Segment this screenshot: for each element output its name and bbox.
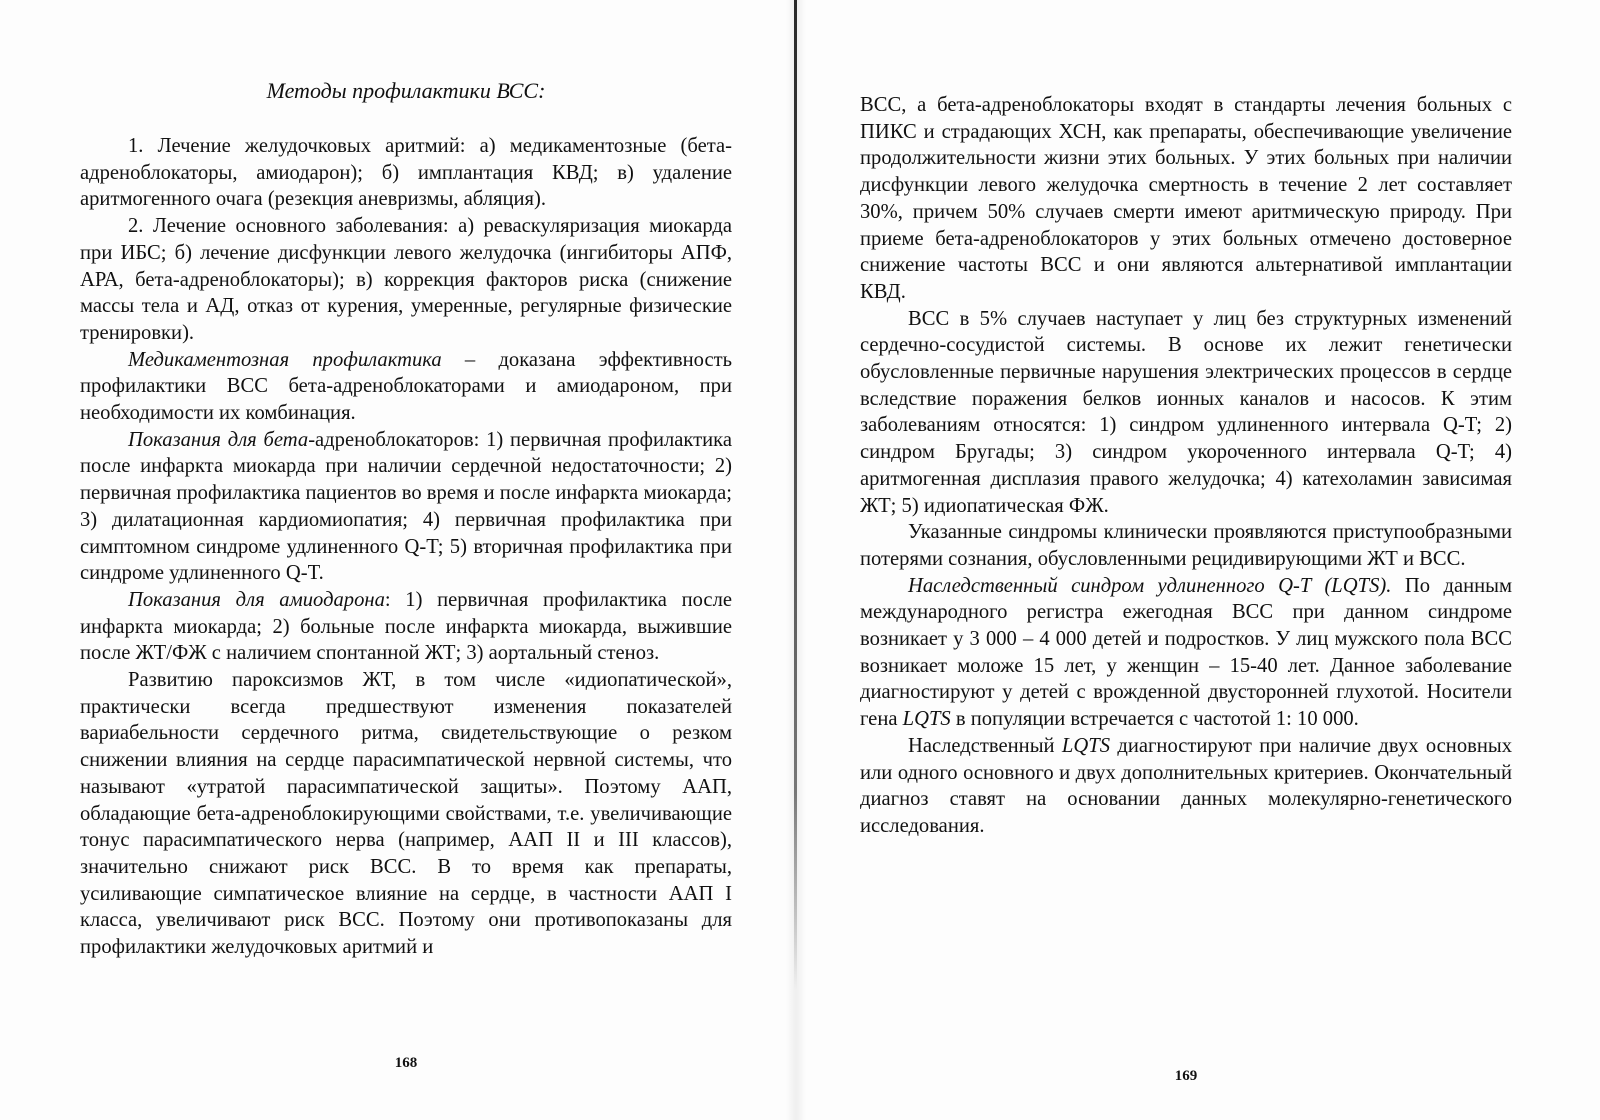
italic-text: LQTS <box>1061 734 1110 757</box>
italic-text: LQTS <box>902 708 951 731</box>
italic-text: Показания для бета <box>128 428 309 451</box>
left-page-text <box>80 133 732 961</box>
text-run: Указанные синдромы клинически проявляются приступообразными потерями сознания, обусловленными рецидивирующими ЖТ и ВСС. <box>860 521 1512 570</box>
paragraph <box>860 573 1512 733</box>
italic-text: Наследственный синдром удлиненного Q-T (LQTS). <box>908 574 1392 597</box>
text-run: Наследственный <box>908 734 1062 757</box>
text-run: ВСС в 5% случаев наступает у лиц без структурных изменений сердечно-сосудистой системы. В основе их лежит генетически обусловленные первичные нарушения электрических процессов в сердце вследствие поражения белков ионных каналов и насосов. К этим заболеваниям относятся: 1) синдром удлиненного интервала Q-T; 2) синдром Бругады; 3) синдром укороченного интервала Q-T; 4) аритмогенная дисплазия правого желудочка; 4) катехоламин зависимая ЖТ; 5) идиопатическая ФЖ. <box>860 307 1512 517</box>
text-run: Развитию пароксизмов ЖТ, в том числе «идиопатической», практически всегда предшествуют изменения показателей вариабельности сердечного ритма, свидетельствующие о резком снижении влияния на сердце парасимпатической нервной системы, что называют «утратой парасимпатической защиты». Поэтому ААП, обладающие бета-адреноблокирующими свойствами, т.е. увеличивающие тонус парасимпатического нерва (например, ААП II и III классов), значительно снижают риск ВСС. В то время как препараты, усиливающие симпатическое влияние на сердце, в частности ААП I класса, увеличивают риск ВСС. Поэтому они противопоказаны для профилактики желудочковых аритмий и <box>80 669 732 959</box>
page-number: 168 <box>394 1055 418 1071</box>
paragraph <box>80 427 732 587</box>
paragraph <box>860 733 1512 840</box>
paragraph <box>80 133 732 213</box>
page-number: 169 <box>1174 1068 1198 1084</box>
paragraph <box>80 347 732 427</box>
text-run: диагностируют при наличие двух основных или одного основного и двух дополнительных критериев. Окончательный диагноз ставят на основании данных молекулярно-генетического исследования. <box>860 734 1512 837</box>
book-gutter <box>794 0 797 990</box>
paragraph <box>80 213 732 347</box>
right-page-text <box>860 92 1512 840</box>
paragraph <box>860 519 1512 572</box>
italic-text: Медикаментозная профилактика <box>128 348 442 371</box>
paragraph <box>860 92 1512 306</box>
text-run: в популяции встречается с частотой 1: 10 000. <box>950 708 1359 731</box>
paragraph <box>860 306 1512 520</box>
text-run: ВСС, а бета-адреноблокаторы входят в стандарты лечения больных с ПИКС и страдающих ХСН, как препараты, обеспечивающие увеличение продолжительности жизни этих больных. У этих больных при наличии дисфункции левого желудочка смертность в течение 2 лет составляет 30%, причем 50% случаев смерти имеют аритмическую природу. При приеме бета-адреноблокаторов у этих больных отмечено достоверное снижение частоты ВСС и они являются альтернативой имплантации КВД. <box>860 94 1512 303</box>
text-run: : 1) первичная профилактика после инфаркта миокарда; 2) больные после инфаркта миокарда, выжившие после ЖТ/ФЖ с наличием спонтанной ЖТ; 3) аортальный стеноз. <box>80 588 732 665</box>
section-heading: Методы профилактики ВСС: <box>266 78 546 103</box>
italic-text: Показания для амиодарона <box>128 588 385 611</box>
paragraph <box>80 587 732 667</box>
text-run: – доказана эффективность профилактики ВСС бета-адреноблокаторами и амиодароном, при необходимости их комбинация. <box>80 348 732 425</box>
text-run: 2. Лечение основного заболевания: а) реваскуляризация миокарда при ИБС; б) лечение дисфункции левого желудочка (ингибиторы АПФ, АРА, бета-адреноблокаторы); в) коррекция факторов риска (снижение массы тела и АД, отказ от курения, умеренные, регулярные физические тренировки). <box>80 215 732 344</box>
text-run: По данным международного регистра ежегодная ВСС при данном синдроме возникает у 3 000 – 4 000 детей и подростков. У лиц мужского пола ВСС возникает моложе 15 лет, у женщин – 15-40 лет. Данное заболевание диагностируют у детей с врожденной двусторонней глухотой. Носители гена <box>860 574 1512 731</box>
text-run: -адреноблокаторов: 1) первичная профилактика после инфаркта миокарда при наличии сердечной недостаточности; 2) первичная профилактика пациентов во время и после инфаркта миокарда; 3) дилатационная кардиомиопатия; 4) первичная профилактика при симптомном синдроме удлиненного Q-T; 5) вторичная профилактика при синдроме удлиненного Q-T. <box>80 428 732 585</box>
paragraph <box>80 667 732 961</box>
text-run: 1. Лечение желудочковых аритмий: а) медикаментозные (бета-адреноблокаторы, амиодарон); б) имплантация КВД; в) удаление аритмогенного очага (резекция аневризмы, абляция). <box>80 135 732 211</box>
